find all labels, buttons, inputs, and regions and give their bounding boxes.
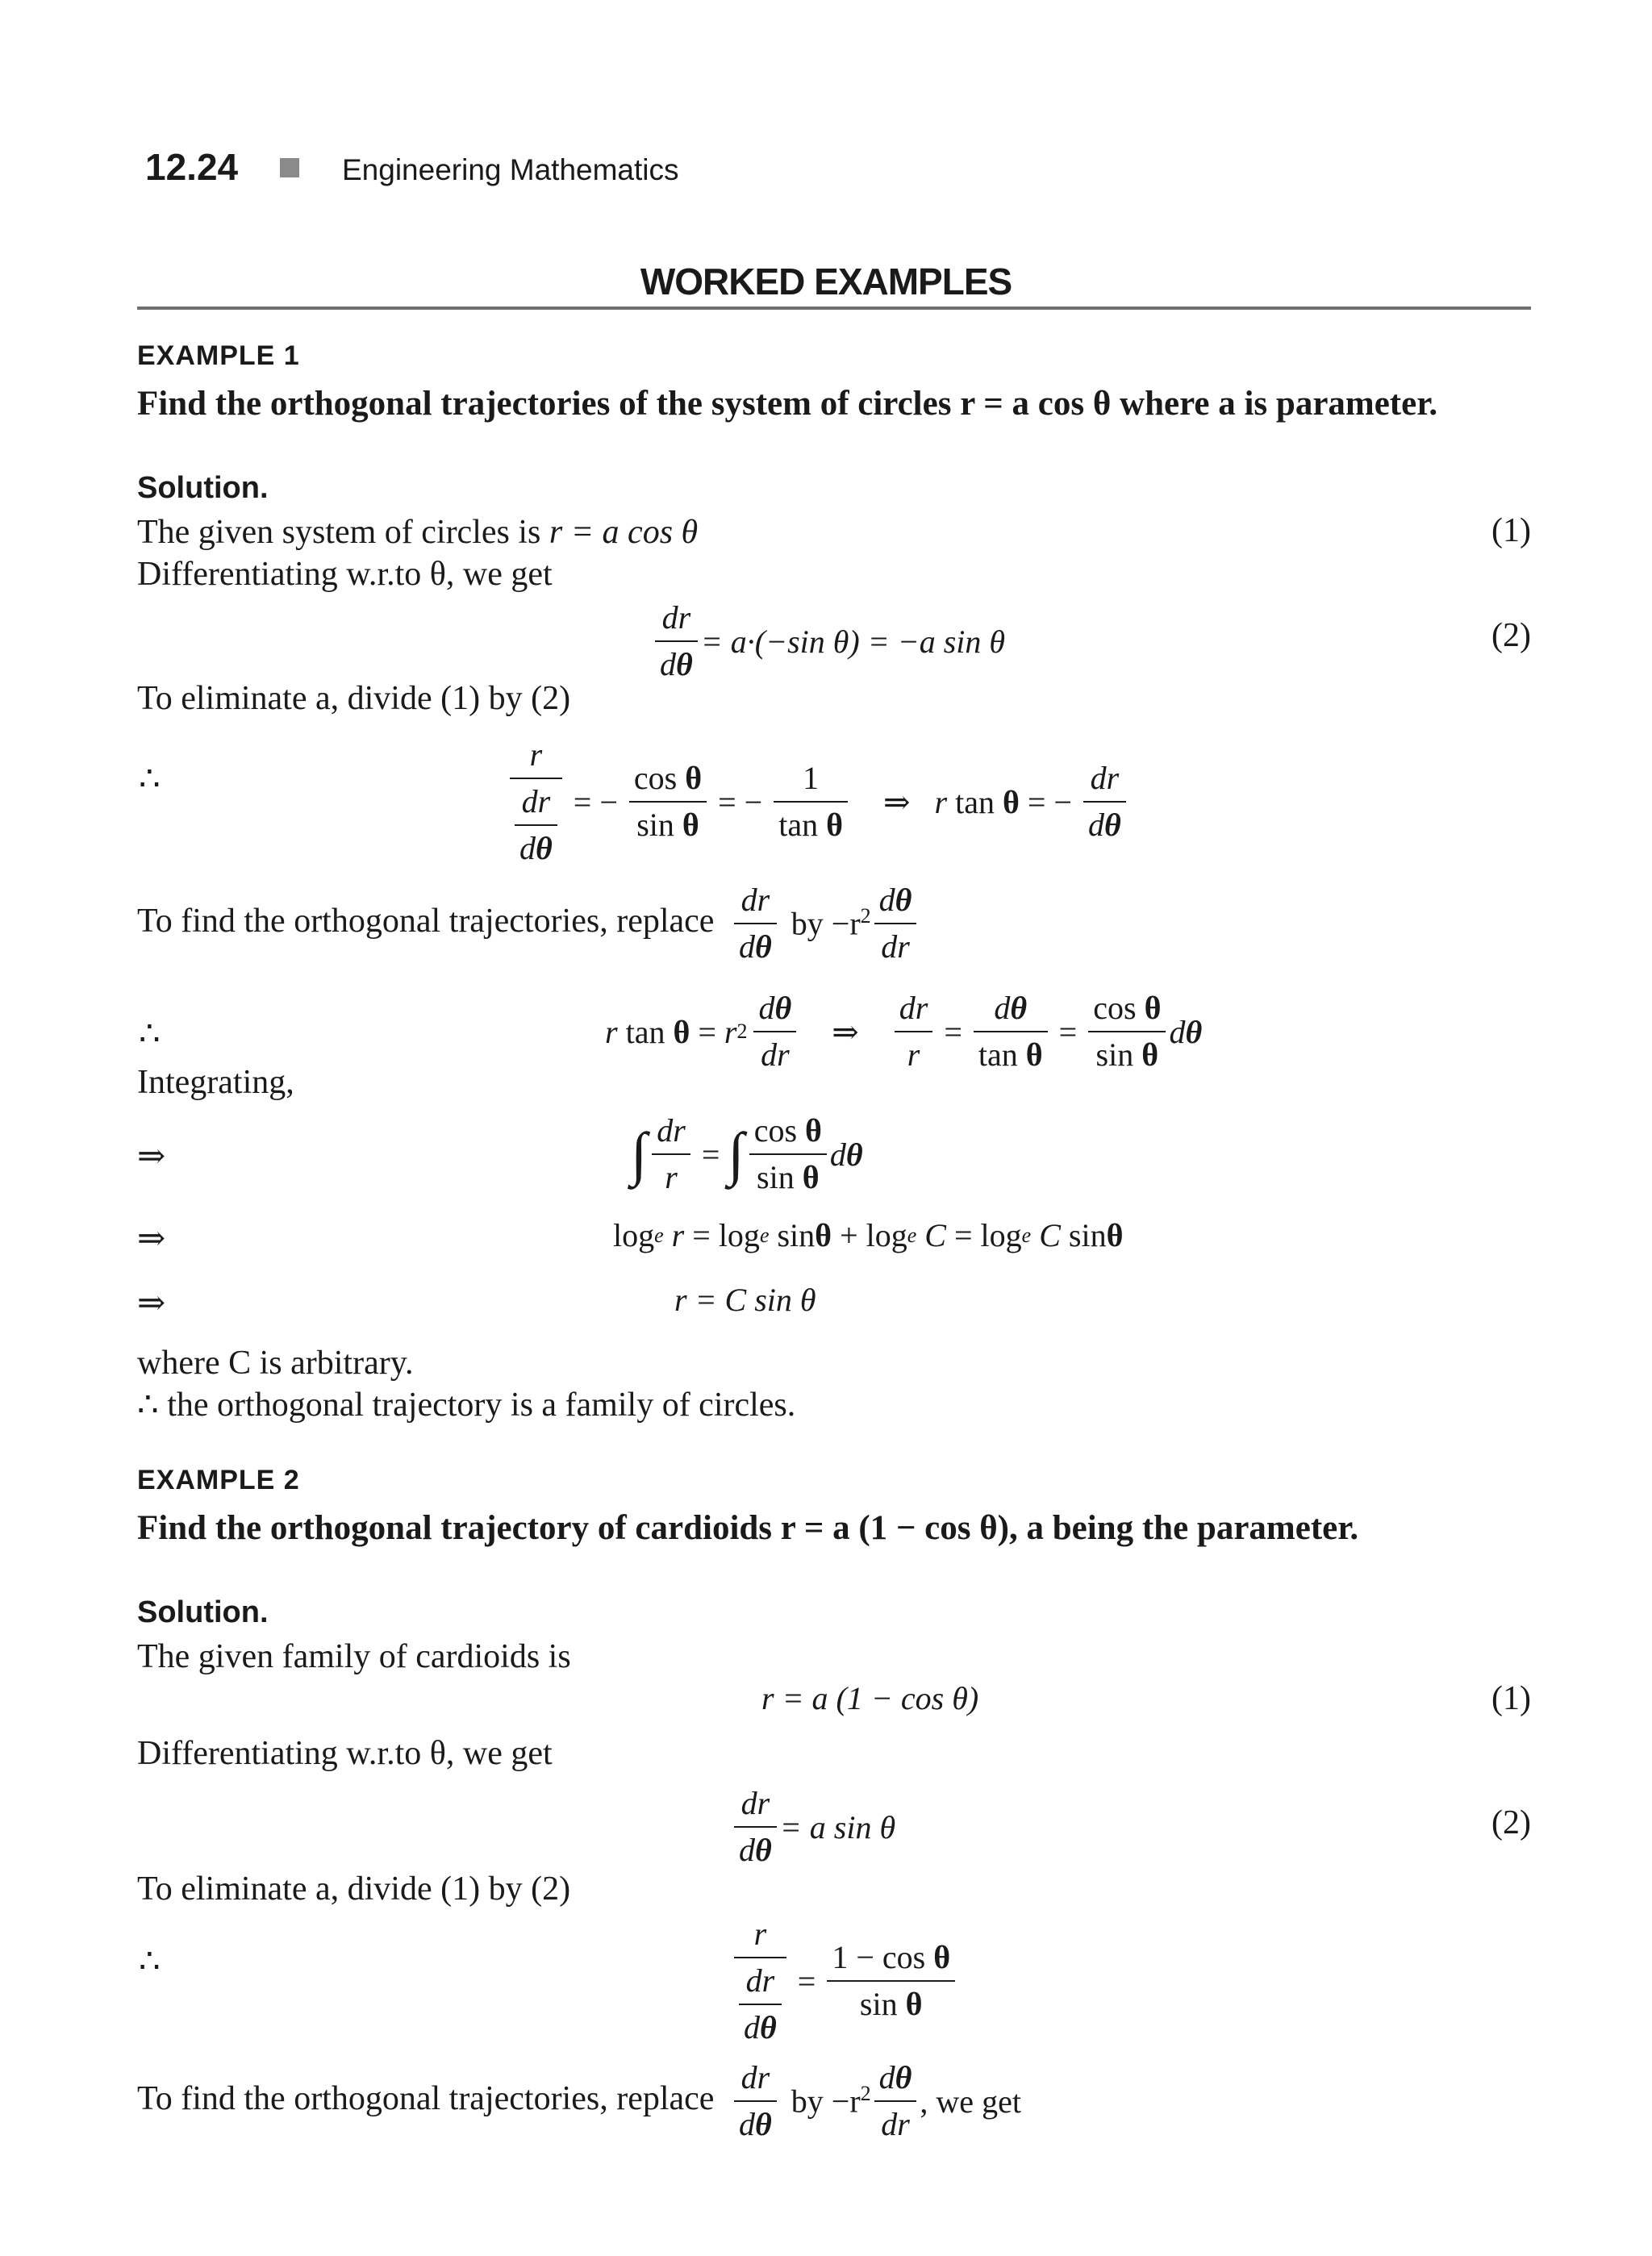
example-1-diff-line: Differentiating w.r.to θ, we get — [137, 556, 553, 593]
header-square-icon — [280, 158, 299, 177]
example-1-implies-1: ⇒ — [137, 1138, 166, 1175]
example-1-label: EXAMPLE 1 — [137, 340, 300, 371]
example-1-implies-2: ⇒ — [137, 1220, 166, 1257]
book-title: Engineering Mathematics — [342, 153, 679, 186]
example-1-ratio-equation: $\frac{r}{\frac{dr}{d\theta}}$ = − $\frac{\text{cos θ}}{\text{sin θ}}$ = − $\frac{1}{\text{tan θ}}$ ⇒ r tan θ = − $\frac{dr}{d\theta}$ — [507, 732, 1129, 871]
example-2-given-line: The given family of cardioids is — [137, 1638, 571, 1675]
example-2-ratio-equation: $\frac{r}{\frac{dr}{d\theta}}$ = $\frac{\text{1 − cos θ}}{\text{sin θ}}$ — [731, 1912, 958, 2050]
example-1-eliminate-line: To eliminate a, divide (1) by (2) — [137, 680, 571, 717]
fraction-dr-dtheta: $\frac{dr}{d\theta}$ — [655, 595, 698, 687]
example-1-integral-equation: ∫ $\frac{dr}{r}$ = ∫ $\frac{\text{cos θ}}{\text{sin θ}}$ dθ — [631, 1112, 863, 1195]
example-2-problem: Find the orthogonal trajectory of cardioids r = a (1 − cos θ), a being the parameter. — [137, 1509, 1359, 1547]
example-2-equation-2: $\frac{dr}{d\theta}$ = a sin θ — [731, 1781, 895, 1873]
example-2-eliminate-line: To eliminate a, divide (1) by (2) — [137, 1870, 571, 1908]
eq2-rhs: = a·(−sin θ) = −a sin θ — [700, 623, 1006, 660]
example-1-replace-line — [137, 900, 714, 942]
by-text-2: by −r — [791, 2083, 861, 2120]
given-equation: r = a cos θ — [549, 514, 699, 551]
example-1-equation-2 — [652, 595, 1005, 687]
example-1-log-equation: log e r = log e sin θ + log e C = log e C sin θ — [613, 1217, 1124, 1253]
example-1-given-line — [137, 511, 698, 553]
section-divider — [137, 306, 1531, 310]
example-2-therefore: ∴ — [139, 1943, 161, 1980]
example-1-therefore-2: ∴ — [139, 1015, 161, 1053]
log-word: log — [613, 1217, 655, 1253]
fraction-dr-dtheta-b: $\frac{dr}{d\theta}$ — [1083, 756, 1126, 848]
section-title: WORKED EXAMPLES — [640, 261, 1012, 302]
replace-text-2: To find the orthogonal trajectories, replace — [137, 2080, 715, 2117]
example-1-solution-label: Solution. — [137, 471, 269, 505]
example-2-solution-label: Solution. — [137, 1595, 269, 1629]
fraction-1-tan: $\frac{1}{\text{tan θ}}$ — [774, 756, 848, 848]
example-2-replace-math: $\frac{dr}{d\theta}$ by $-r^2$ $\frac{d\theta}{dr}$ , we get — [731, 2055, 1021, 2147]
example-2-eq-number-2: (2) — [1491, 1804, 1531, 1841]
example-1-integrating-line: Integrating, — [137, 1064, 294, 1101]
example-1-implies-3: ⇒ — [137, 1285, 166, 1322]
example-2-eq2-rhs: = a sin θ — [779, 1808, 896, 1845]
we-get-text: , we get — [920, 2083, 1021, 2120]
example-1-conclusion-line: ∴ the orthogonal trajectory is a family of circles. — [137, 1387, 796, 1424]
given-text: The given system of circles is — [137, 514, 549, 551]
example-1-separated-equation: r tan θ = r 2 $\frac{d\theta}{dr}$ ⇒ $\frac{dr}{r}$ = $\frac{d\theta}{\text{tan θ}}$ = $\frac{\text{cos θ}}{\text{sin θ}}$ dθ — [605, 990, 1203, 1073]
fraction-cos-sin: $\frac{\text{cos θ}}{\text{sin θ}}$ — [629, 756, 707, 848]
example-1-result-equation: r = C sin θ — [674, 1282, 816, 1318]
replace-text: To find the orthogonal trajectories, replace — [137, 903, 715, 940]
page-number: 12.24 — [145, 146, 239, 188]
example-1-where-line: where C is arbitrary. — [137, 1345, 414, 1382]
example-2-diff-line: Differentiating w.r.to θ, we get — [137, 1735, 553, 1772]
example-2-replace-line — [137, 2078, 714, 2120]
example-1-problem: Find the orthogonal trajectories of the system of circles r = a cos θ where a is parameter. — [137, 385, 1438, 423]
example-2-eq-number-1: (1) — [1491, 1680, 1531, 1717]
by-text: by −r — [791, 905, 861, 942]
example-1-therefore-1: ∴ — [139, 761, 161, 798]
example-2-equation-1: r = a (1 − cos θ) — [761, 1680, 979, 1716]
example-2-label: EXAMPLE 2 — [137, 1465, 300, 1495]
example-1-replace-math: $\frac{dr}{d\theta}$ by $-r^2$ $\frac{d\theta}{dr}$ — [731, 878, 920, 970]
example-1-eq-number-2: (2) — [1491, 617, 1531, 654]
example-1-eq-number-1: (1) — [1491, 512, 1531, 549]
fraction-r-over-drdtheta: $\frac{r}{\frac{dr}{d\theta}}$ — [510, 732, 562, 871]
